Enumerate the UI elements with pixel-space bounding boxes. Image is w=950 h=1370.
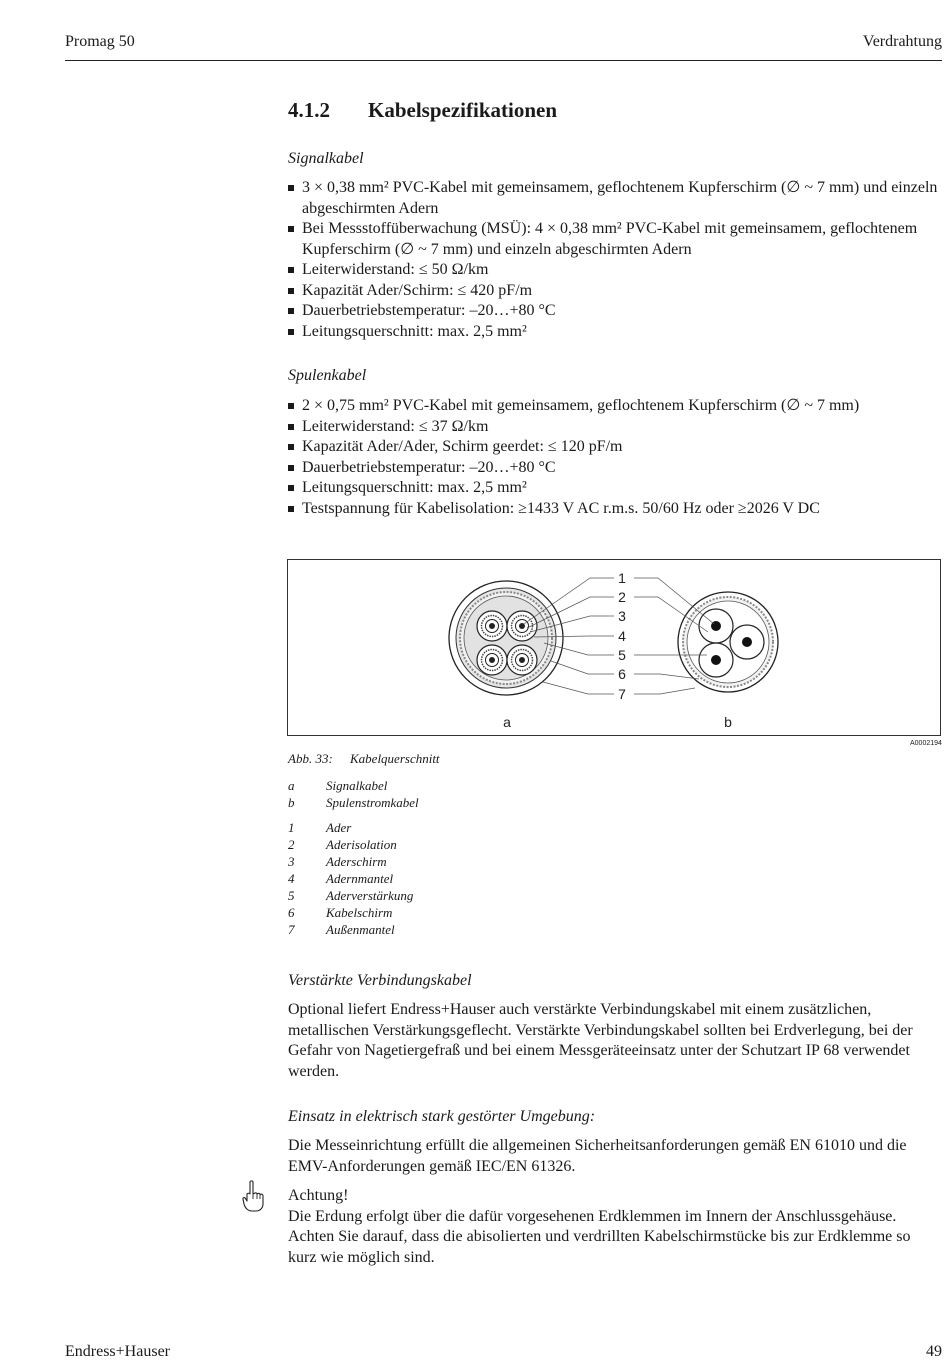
coil-cable-heading: Spulenkabel bbox=[288, 367, 367, 384]
legend-row: 4 Adernmantel bbox=[288, 871, 394, 886]
coil-cable-list bbox=[288, 396, 940, 519]
signal-cable-drawing bbox=[449, 581, 563, 695]
callout-7: 7 bbox=[618, 686, 626, 702]
callout-6: 6 bbox=[618, 666, 626, 682]
figure-label-a: a bbox=[503, 714, 511, 730]
figure-code: A0002194 bbox=[910, 740, 942, 747]
note-title: Achtung! bbox=[288, 1187, 349, 1204]
list-item: Leitungsquerschnitt: max. 2,5 mm² bbox=[288, 322, 940, 343]
section-title: Kabelspezifikationen bbox=[368, 98, 558, 122]
legend-row: a Signalkabel bbox=[288, 778, 388, 793]
list-item: Testspannung für Kabelisolation: ≥1433 V AC r.m.s. 50/60 Hz oder ≥2026 V DC bbox=[288, 499, 940, 520]
legend-row: 6 Kabelschirm bbox=[288, 905, 393, 920]
section-heading bbox=[288, 98, 557, 123]
note-block bbox=[288, 1186, 940, 1268]
list-item: Kapazität Ader/Schirm: ≤ 420 pF/m bbox=[288, 281, 940, 302]
signal-cable-list bbox=[288, 178, 940, 342]
legend-numbers bbox=[288, 819, 413, 938]
cable-cross-section-drawing bbox=[288, 560, 940, 735]
legend-letters bbox=[288, 777, 419, 811]
section-number: 4.1.2 bbox=[288, 98, 330, 122]
page-number: 49 bbox=[926, 1343, 942, 1360]
cable-cross-section-figure bbox=[287, 559, 941, 736]
list-item: Dauerbetriebstemperatur: –20…+80 °C bbox=[288, 301, 940, 322]
header-chapter-title: Verdrahtung bbox=[862, 33, 942, 50]
figure-caption-number: Abb. 33: bbox=[288, 751, 333, 766]
list-item: Leitungsquerschnitt: max. 2,5 mm² bbox=[288, 478, 940, 499]
legend-row: 7 Außenmantel bbox=[288, 922, 395, 937]
list-item: Dauerbetriebstemperatur: –20…+80 °C bbox=[288, 458, 940, 479]
callout-1: 1 bbox=[618, 570, 626, 586]
callout-3: 3 bbox=[618, 608, 626, 624]
callout-4: 4 bbox=[618, 628, 626, 644]
header-product-name: Promag 50 bbox=[65, 33, 135, 50]
legend-row: 1 Ader bbox=[288, 820, 352, 835]
note-text: Die Erdung erfolgt über die dafür vorgesehenen Erdklemmen im Innern der Anschlussgehäuse. Achten Sie darauf, dass die abisolierten und verdrillten Kabelschirmstücke bis zur Erdklemme so kurz wie möglich sind. bbox=[288, 1207, 911, 1266]
signal-cable-heading: Signalkabel bbox=[288, 150, 364, 167]
footer-company: Endress+Hauser bbox=[65, 1343, 170, 1360]
legend-row: b Spulenstromkabel bbox=[288, 795, 419, 810]
header-rule bbox=[65, 60, 942, 61]
list-item: Kapazität Ader/Ader, Schirm geerdet: ≤ 120 pF/m bbox=[288, 437, 940, 458]
pointing-hand-icon bbox=[242, 1180, 264, 1217]
figure-caption-text: Kabelquerschnitt bbox=[350, 751, 440, 766]
list-item: Bei Messstoffüberwachung (MSÜ): 4 × 0,38 mm² PVC-Kabel mit gemeinsamem, geflochtenem Kupferschirm (∅ ~ 7 mm) und einzeln abgeschirmten Adern bbox=[288, 219, 940, 260]
emv-heading: Einsatz in elektrisch stark gestörter Umgebung: bbox=[288, 1108, 596, 1125]
list-item: 2 × 0,75 mm² PVC-Kabel mit gemeinsamem, geflochtenem Kupferschirm (∅ ~ 7 mm) bbox=[288, 396, 940, 417]
figure-label-b: b bbox=[724, 714, 732, 730]
legend-row: 3 Aderschirm bbox=[288, 854, 387, 869]
legend-row: 2 Aderisolation bbox=[288, 837, 397, 852]
list-item: 3 × 0,38 mm² PVC-Kabel mit gemeinsamem, geflochtenem Kupferschirm (∅ ~ 7 mm) und einzeln abgeschirmten Adern bbox=[288, 178, 940, 219]
emv-text: Die Messeinrichtung erfüllt die allgemeinen Sicherheitsanforderungen gemäß EN 61010 und die EMV-Anforderungen gemäß IEC/EN 61326. bbox=[288, 1137, 907, 1175]
callout-5: 5 bbox=[618, 647, 626, 663]
list-item: Leiterwiderstand: ≤ 50 Ω/km bbox=[288, 260, 940, 281]
legend-row: 5 Aderverstärkung bbox=[288, 888, 414, 903]
callout-2: 2 bbox=[618, 589, 626, 605]
list-item: Leiterwiderstand: ≤ 37 Ω/km bbox=[288, 417, 940, 438]
reinforced-cable-heading: Verstärkte Verbindungskabel bbox=[288, 972, 472, 989]
reinforced-cable-text: Optional liefert Endress+Hauser auch verstärkte Verbindungskabel mit einem zusätzlichen, metallischen Verstärkungsgeflecht. Verstärkte Verbindungskabel sollten bei Erdverlegung, bei der Gefahr von Nagetiergefraß und bei einem Messgeräteeinsatz unter der Schutzart IP 68 verwendet werden. bbox=[288, 1001, 913, 1080]
